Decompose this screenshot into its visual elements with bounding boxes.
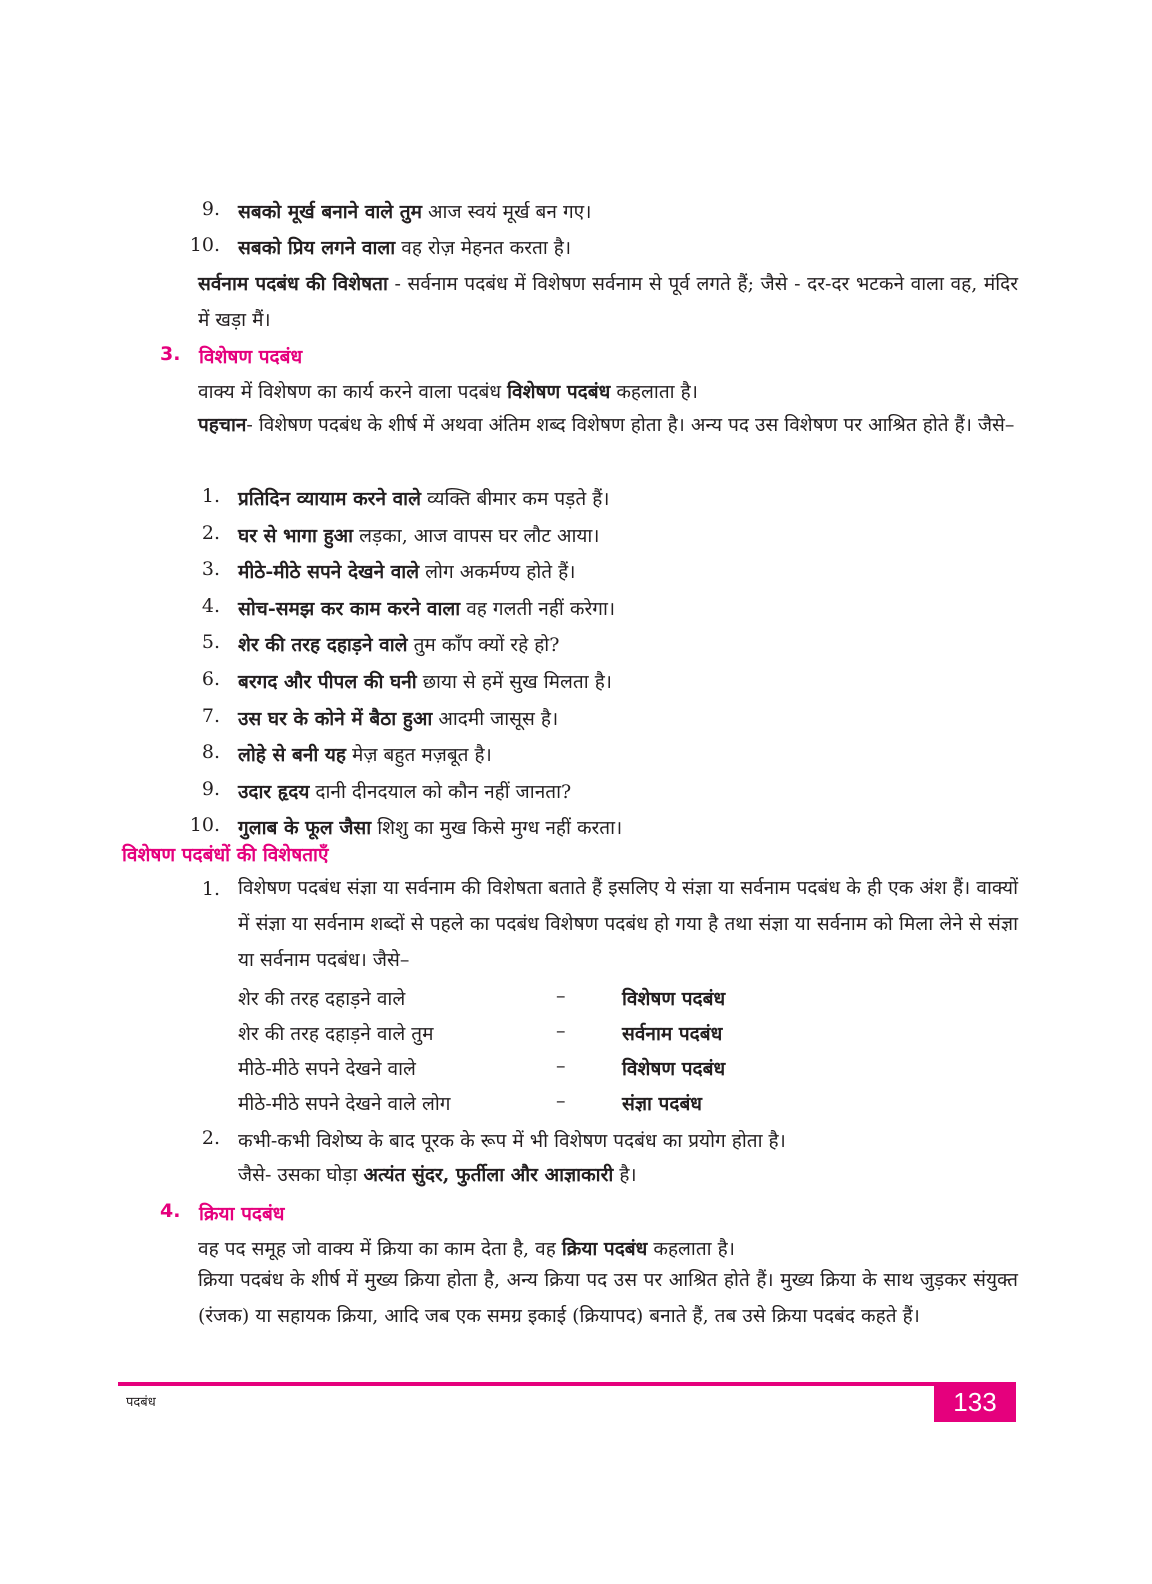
example-text: जैसे- उसका घोड़ा: [238, 1164, 364, 1186]
table-phrase: शेर की तरह दहाड़ने वाले: [238, 988, 406, 1010]
identification-label: पहचान: [198, 414, 247, 436]
definition-text: वाक्य में विशेषण का कार्य करने वाला पदबंध: [198, 381, 508, 403]
example-text-end: है।: [613, 1164, 637, 1186]
phrase-bold: प्रतिदिन व्यायाम करने वाले: [238, 488, 421, 510]
table-row: [238, 985, 1018, 1019]
section-number: 3.: [160, 343, 181, 365]
table-phrase: शेर की तरह दहाड़ने वाले तुम: [238, 1023, 434, 1045]
phrase-bold: सोच-समझ कर काम करने वाला: [238, 598, 461, 620]
list-number: 9.: [201, 198, 220, 220]
phrase-rest: व्यक्ति बीमार कम पड़ते हैं।: [420, 488, 610, 510]
list-number: 10.: [189, 814, 220, 836]
phrase-bold: मीठे-मीठे सपने देखने वाले: [238, 561, 420, 583]
phrase-rest: तुम काँप क्यों रहे हो?: [407, 634, 560, 656]
list-number: 5.: [201, 631, 220, 653]
table-row: [238, 1055, 1018, 1089]
phrase-rest: आदमी जासूस है।: [432, 708, 559, 730]
phrase-bold: सबको प्रिय लगने वाला: [238, 237, 396, 259]
phrase-bold: उस घर के कोने में बैठा हुआ: [238, 708, 433, 730]
table-dash: –: [556, 1055, 566, 1077]
phrase-rest: छाया से हमें सुख मिलता है।: [416, 671, 612, 693]
section-title: क्रिया पदबंध: [199, 1203, 285, 1225]
section4-definition: [198, 1235, 735, 1261]
definition-term: क्रिया पदबंध: [561, 1238, 648, 1260]
footer-rule: [118, 1382, 934, 1386]
list-number: 9.: [201, 778, 220, 800]
table-dash: –: [556, 1020, 566, 1042]
page-number: 133: [934, 1382, 1016, 1422]
section-number: 4.: [160, 1200, 181, 1222]
definition-text-end: कहलाता है।: [647, 1238, 735, 1260]
list-sentence: [238, 631, 559, 657]
list-number: 3.: [201, 558, 220, 580]
list-sentence: [238, 522, 600, 548]
table-phrase: मीठे-मीठे सपने देखने वाले लोग: [238, 1093, 451, 1115]
identification-text: - विशेषण पदबंध के शीर्ष में अथवा अंतिम शब्द विशेषण होता है। अन्य पद उस विशेषण पर आश्रित होते हैं। जैसे–: [246, 414, 1015, 436]
pronoun-feature-title: सर्वनाम पदबंध की विशेषता: [198, 273, 388, 295]
pronoun-feature-paragraph: [198, 266, 1018, 338]
identification-paragraph: [198, 407, 1018, 443]
table-type: संज्ञा पदबंध: [622, 1093, 702, 1115]
table-type: विशेषण पदबंध: [622, 988, 726, 1010]
list-sentence: [238, 558, 575, 584]
table-row: [238, 1020, 1018, 1054]
phrase-bold: सबको मूर्ख बनाने वाले तुम: [238, 201, 422, 223]
list-number: 6.: [201, 668, 220, 690]
list-sentence: [238, 668, 612, 694]
definition-text-end: कहलाता है।: [610, 381, 698, 403]
phrase-bold: उदार हृदय: [238, 781, 310, 803]
section4-paragraph: क्रिया पदबंध के शीर्ष में मुख्य क्रिया होता है, अन्य क्रिया पद उस पर आश्रित होते हैं। मुख्य क्रिया के साथ जुड़कर संयुक्त (रंजक) या सहायक क्रिया, आदि जब एक समग्र इकाई (क्रियापद) बनाते हैं, तब उसे क्रिया पदबंद कहते हैं।: [198, 1269, 1018, 1327]
list-sentence: [238, 485, 610, 511]
list-sentence: [238, 198, 591, 224]
phrase-bold: गुलाब के फूल जैसा: [238, 817, 372, 839]
phrase-rest: आज स्वयं मूर्ख बन गए।: [422, 201, 592, 223]
list-sentence: [238, 741, 492, 767]
feature-number: 2.: [201, 1127, 220, 1149]
phrase-bold: बरगद और पीपल की घनी: [238, 671, 417, 693]
phrase-bold: शेर की तरह दहाड़ने वाले: [238, 634, 408, 656]
table-type: सर्वनाम पदबंध: [622, 1023, 723, 1045]
phrase-rest: शिशु का मुख किसे मुग्ध नहीं करता।: [371, 817, 623, 839]
list-number: 1.: [201, 485, 220, 507]
table-type: विशेषण पदबंध: [622, 1058, 726, 1080]
table-dash: –: [556, 985, 566, 1007]
list-sentence: [238, 778, 571, 804]
definition-term: विशेषण पदबंध: [507, 381, 611, 403]
pronoun-feature-text: - सर्वनाम पदबंध में विशेषण सर्वनाम से पूर्व लगते हैं; जैसे - दर-दर भटकने वाला वह, मंदिर में खड़ा मैं।: [198, 273, 1018, 331]
phrase-bold: लोहे से बनी यह: [238, 744, 347, 766]
list-number: 7.: [201, 705, 220, 727]
phrase-rest: वह गलती नहीं करेगा।: [460, 598, 616, 620]
feature-number: 1.: [201, 878, 220, 900]
feature2-example: [238, 1161, 637, 1187]
phrase-rest: दानी दीनदयाल को कौन नहीं जानता?: [309, 781, 572, 803]
section-title: विशेषण पदबंध: [199, 346, 303, 368]
list-number: 4.: [201, 595, 220, 617]
definition-text: वह पद समूह जो वाक्य में क्रिया का काम देता है, वह: [198, 1238, 562, 1260]
example-bold: अत्यंत सुंदर, फुर्तीला और आज्ञाकारी: [363, 1164, 614, 1186]
list-sentence: [238, 234, 571, 260]
table-phrase: मीठे-मीठे सपने देखने वाले: [238, 1058, 416, 1080]
table-dash: –: [556, 1090, 566, 1112]
features-heading: विशेषण पदबंधों की विशेषताएँ: [122, 844, 329, 866]
footer-chapter-label: पदबंध: [126, 1395, 156, 1410]
phrase-rest: वह रोज़ मेहनत करता है।: [395, 237, 572, 259]
list-number: 2.: [201, 522, 220, 544]
feature2-line: कभी-कभी विशेष्य के बाद पूरक के रूप में भी विशेषण पदबंध का प्रयोग होता है।: [238, 1130, 786, 1152]
table-row: [238, 1090, 1018, 1124]
phrase-rest: मेज़ बहुत मज़बूत है।: [346, 744, 492, 766]
list-number: 10.: [189, 234, 220, 256]
list-sentence: [238, 705, 558, 731]
list-number: 8.: [201, 741, 220, 763]
phrase-rest: लोग अकर्मण्य होते हैं।: [419, 561, 576, 583]
list-sentence: [238, 814, 622, 840]
phrase-rest: लड़का, आज वापस घर लौट आया।: [353, 525, 600, 547]
feature-text: विशेषण पदबंध संज्ञा या सर्वनाम की विशेषता बताते हैं इसलिए ये संज्ञा या सर्वनाम पदबंध के ही एक अंश हैं। वाक्यों में संज्ञा या सर्वनाम शब्दों से पहले का पदबंध विशेषण पदबंध हो गया है तथा संज्ञा या सर्वनाम को मिला लेने से संज्ञा या सर्वनाम पदबंध। जैसे–: [238, 877, 1018, 971]
phrase-bold: घर से भागा हुआ: [238, 525, 354, 547]
section3-definition: [198, 378, 698, 404]
list-sentence: [238, 595, 615, 621]
